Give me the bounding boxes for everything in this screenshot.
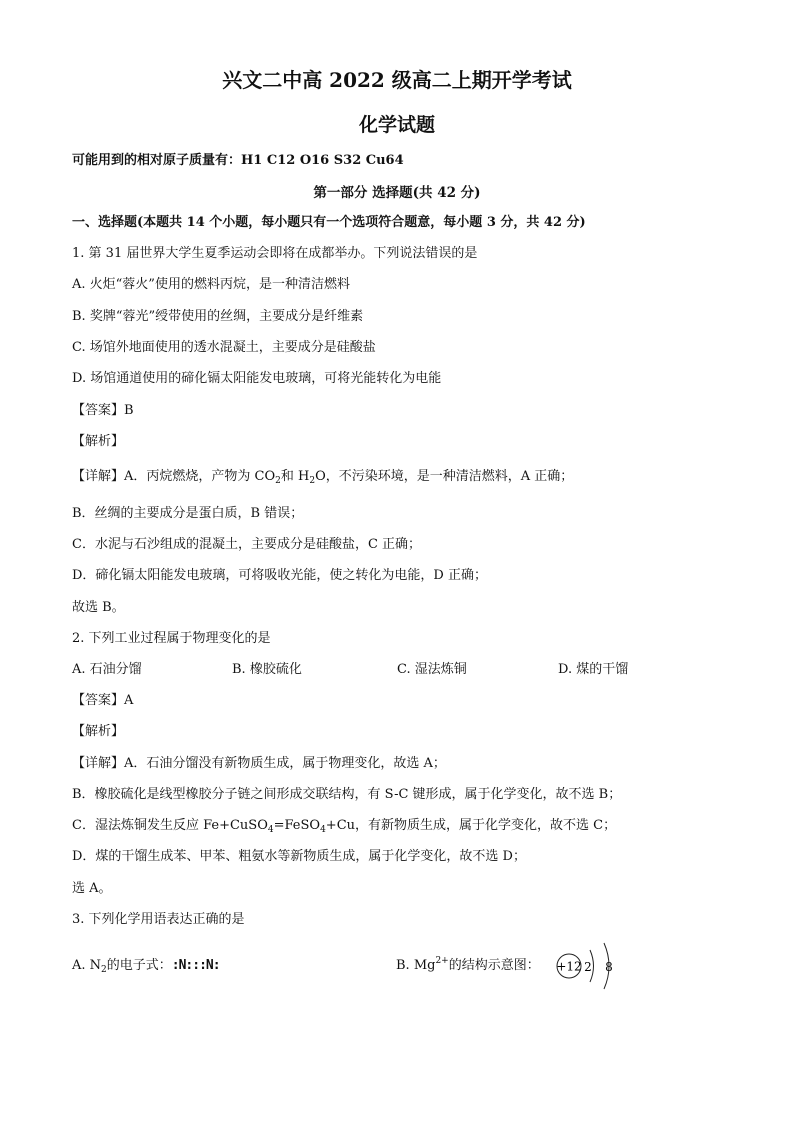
q1-analysis-label: 【解析】 [72,434,125,449]
q2-detail-d: D．煤的干馏生成苯、甲苯、粗氨水等新物质生成，属于化学变化，故不选 D； [72,849,526,864]
q2-answer: 【答案】A [72,693,134,708]
q1-option-d: D. 场馆通道使用的碲化镉太阳能发电玻璃，可将光能转化为电能 [72,371,442,386]
q3-stem: 3. 下列化学用语表达正确的是 [72,912,245,927]
q2-option-b: B. 橡胶硫化 [232,662,302,677]
q1-option-a: A. 火炬“蓉火”使用的燃料丙烷，是一种清洁燃料 [72,277,350,292]
q2-option-a: A. 石油分馏 [72,662,142,677]
q1-conclusion: 故选 B。 [72,600,125,615]
q1-detail-a: 【详解】A．丙烷燃烧，产物为 $CO_2$和 $H_2O$，不污染环境，是一种清洁燃料，A 正确； [72,469,574,486]
q2-analysis-label: 【解析】 [72,724,125,739]
q2-detail-c: C．湿法炼铜发生反应 Fe+CuSO$_4$=FeSO$_4$+Cu，有新物质生成，属于化学变化，故不选 C； [72,818,617,835]
q1-detail-b: B．丝绸的主要成分是蛋白质，B 错误； [72,506,304,521]
part-heading: 第一部分 选择题(共 42 分) [313,185,481,201]
nucleus-charge: +12 [556,959,582,974]
q2-stem: 2. 下列工业过程属于物理变化的是 [72,631,271,646]
q2-conclusion: 选 A。 [72,881,112,896]
shell-2-electrons: 8 [605,960,613,974]
q2-detail-a: 【详解】A．石油分馏没有新物质生成，属于物理变化，故选 A； [72,756,446,771]
q1-detail-c: C．水泥与石沙组成的混凝土，主要成分是硅酸盐，C 正确； [72,537,422,552]
shell-1-electrons: 2 [584,960,592,974]
atomic-mass-line: 可能用到的相对原子质量有：H1 C12 O16 S32 Cu64 [72,153,404,168]
exam-title: 兴文二中高 2022 级高二上期开学考试 [222,68,572,92]
n2-electron-formula: :N:::N: [171,958,220,973]
q1-answer: 【答案】B [72,403,134,418]
exam-subtitle: 化学试题 [358,114,435,136]
q1-stem: 1. 第 31 届世界大学生夏季运动会即将在成都举办。下列说法错误的是 [72,246,478,261]
q1-detail-d: D．碲化镉太阳能发电玻璃，可将吸收光能，使之转化为电能，D 正确； [72,568,487,583]
q2-detail-b: B．橡胶硫化是线型橡胶分子链之间形成交联结构，有 S-C 键形成，属于化学变化，故不选 B； [72,787,622,802]
q2-option-c: C. 湿法炼铜 [397,662,467,677]
mg-ion-structure-diagram [550,940,630,992]
q1-option-c: C. 场馆外地面使用的透水混凝土，主要成分是硅酸盐 [72,340,376,355]
q2-option-d: D. 煤的干馏 [558,662,629,677]
section-heading: 一、选择题(本题共 14 个小题，每小题只有一个选项符合题意，每小题 3 分，共 42 分) [72,215,586,230]
q3-option-b: B. $Mg^{2+}$的结构示意图： [396,956,540,973]
q3-option-a: A. $N_2$的电子式：:N:::N: [72,958,220,975]
q1-option-b: B. 奖牌“蓉光”绶带使用的丝绸，主要成分是纤维素 [72,309,364,324]
